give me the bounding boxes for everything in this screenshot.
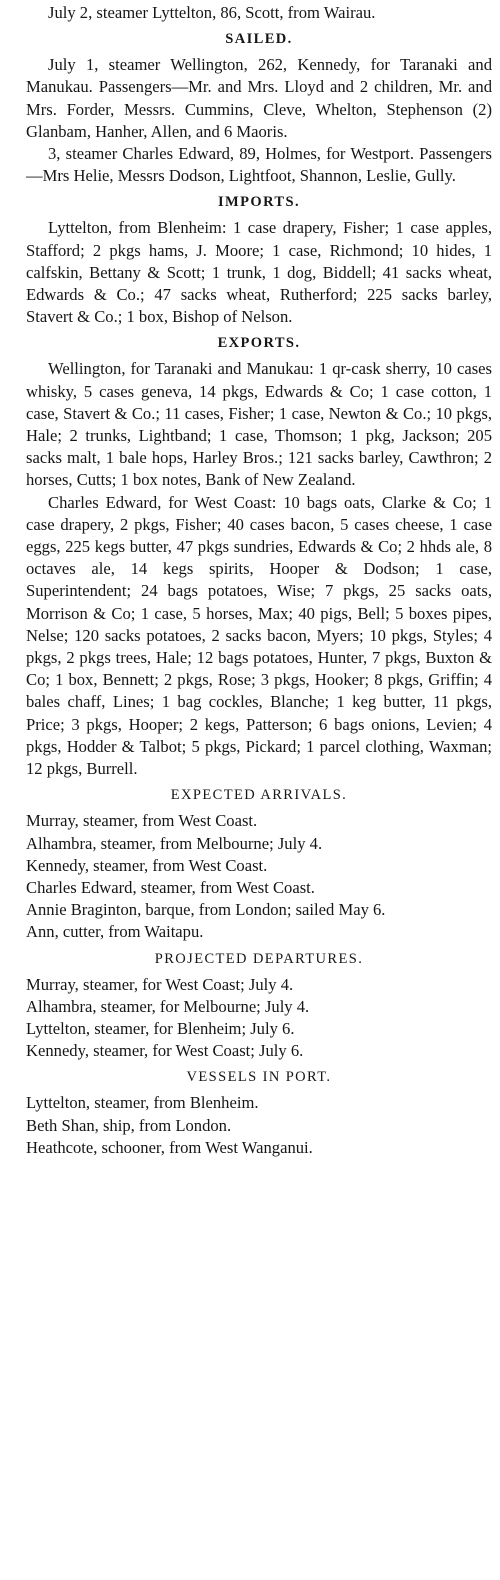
list-item: Alhambra, steamer, for Melbourne; July 4.	[26, 996, 310, 1016]
projected-departures-section	[26, 948, 492, 1063]
list-item: Annie Braginton, barque, from London; sailed May 6.	[26, 900, 386, 920]
expected-arrivals-section	[26, 784, 492, 943]
exports-entry: Charles Edward, for West Coast: 10 bags oats, Clarke & Co; 1 case drapery, 2 pkgs, Fisher; 40 cases bacon, 5 cases cheese, 1 case eggs, 225 kegs butter, 47 pkgs sundries, Edwards & Co; 2 hhds ale, 8 octaves ale, 14 kegs spirits, Hooper & Dodson; 1 case, Superintendent; 24 bags potatoes, Wise; 7 pkgs, 25 sacks oats, Morrison & Co; 1 case, 5 horses, Max; 40 pigs, Bell; 5 boxes pipes, Nelse; 120 sacks potatoes, 2 sacks bacon, Myers; 10 pkgs, Styles; 4 pkgs, 2 pkgs trees, Hale; 12 bags potatoes, Hunter, 7 pkgs, Buxton & Co; 1 box, Bennett; 2 pkgs, Rose; 3 pkgs, Hooker; 8 pkgs, Griffin; 4 bales chaff, Lines; 1 bag cockles, Blanche; 1 keg butter, 11 pkgs, Price; 3 pkgs, Hooper; 2 kegs, Patterson; 6 bags onions, Levien; 4 pkgs, Hodder & Talbot; 5 pkgs, Pickard; 1 parcel clothing, Waxman; 12 pkgs, Burrell.	[26, 492, 492, 779]
arrival-entry: July 2, steamer Lyttelton, 86, Scott, from Wairau.	[48, 3, 376, 22]
exports-heading: EXPORTS.	[217, 335, 301, 352]
vessels-in-port-list	[26, 1092, 492, 1159]
imports-section	[26, 191, 492, 328]
sailed-section	[26, 28, 492, 187]
imports-entry: Lyttelton, from Blenheim: 1 case drapery, Fisher; 1 case apples, Stafford; 2 pkgs hams, J. Moore; 1 case, Richmond; 10 hides, 1 calfskin, Bettany & Scott; 1 trunk, 1 dog, Biddell; 41 sacks wheat, Edwards & Co.; 47 sacks wheat, Rutherford; 225 sacks barley, Stavert & Co.; 1 box, Bishop of Nelson.	[26, 218, 492, 327]
sailed-heading: SAILED.	[225, 31, 293, 48]
list-item: Murray, steamer, from West Coast.	[26, 811, 258, 831]
sailed-entry: July 1, steamer Wellington, 262, Kennedy, for Taranaki and Manukau. Passengers—Mr. and Mrs. Lloyd and 2 children, Mr. and Mrs. Forder, Messrs. Cummins, Cleve, Whelton, Stephenson (2) Glanbam, Hanher, Allen, and 6 Maoris.	[26, 55, 492, 141]
list-item: Kennedy, steamer, from West Coast.	[26, 855, 268, 875]
projected-departures-heading: PROJECTED DEPARTURES.	[154, 950, 364, 967]
list-item: Beth Shan, ship, from London.	[26, 1115, 232, 1135]
vessels-in-port-heading: VESSELS IN PORT.	[186, 1069, 332, 1086]
list-item: Ann, cutter, from Waitapu.	[26, 922, 204, 942]
list-item: Murray, steamer, for West Coast; July 4.	[26, 974, 294, 994]
list-item: Kennedy, steamer, for West Coast; July 6.	[26, 1041, 304, 1061]
exports-section	[26, 332, 492, 780]
imports-heading: IMPORTS.	[218, 194, 300, 211]
list-item: Lyttelton, steamer, for Blenheim; July 6.	[26, 1018, 295, 1038]
sailed-entry: 3, steamer Charles Edward, 89, Holmes, for Westport. Passengers—Mrs Helie, Messrs Dodson, Lightfoot, Shannon, Leslie, Gully.	[26, 144, 492, 186]
vessels-in-port-section	[26, 1066, 492, 1159]
list-item: Lyttelton, steamer, from Blenheim.	[26, 1093, 259, 1113]
list-item: Alhambra, steamer, from Melbourne; July 4.	[26, 833, 323, 853]
expected-arrivals-heading: EXPECTED ARRIVALS.	[170, 787, 348, 804]
list-item: Heathcote, schooner, from West Wanganui.	[26, 1137, 313, 1157]
expected-arrivals-list	[26, 810, 492, 943]
list-item: Charles Edward, steamer, from West Coast.	[26, 877, 315, 897]
exports-entry: Wellington, for Taranaki and Manukau: 1 qr-cask sherry, 10 cases whisky, 5 cases geneva, 14 pkgs, Edwards & Co; 1 case cotton, 1 case, Stavert & Co.; 11 cases, Fisher; 1 case, Newton & Co.; 10 pkgs, Hale; 2 trunks, Lightband; 1 case, Thomson; 1 pkg, Jackson; 205 sacks malt, 1 bale hops, Harley Bros.; 121 sacks barley, Cawthron; 2 horses, Cutts; 1 box notes, Bank of New Zealand.	[26, 359, 492, 490]
projected-departures-list	[26, 974, 492, 1063]
